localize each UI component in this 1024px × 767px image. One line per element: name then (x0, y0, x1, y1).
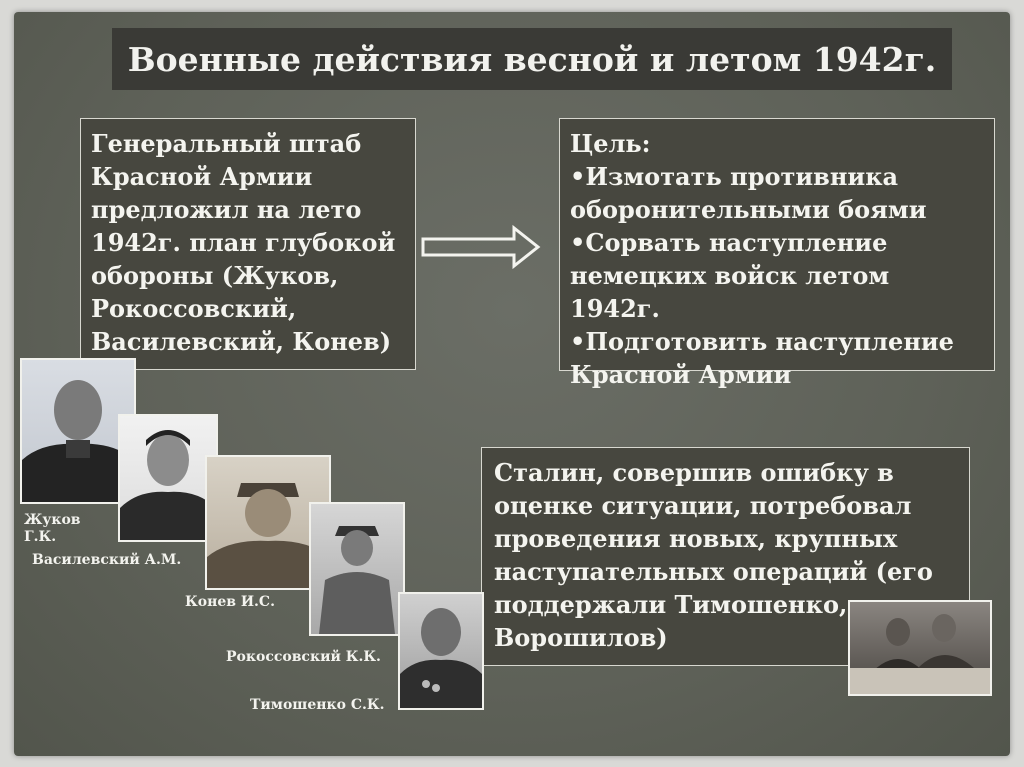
text-line: оборонительными боями (570, 195, 927, 224)
goals-box (559, 118, 995, 389)
text-line: Сталин, совершив ошибку в (494, 458, 894, 487)
text-line: Генеральный штаб (91, 129, 362, 158)
text-line: Ворошилов) (494, 623, 668, 652)
general-staff-plan-box (80, 118, 416, 370)
konev-caption: Конев И.С. (185, 594, 275, 610)
zhukov-caption (24, 512, 81, 546)
text-line: немецких войск летом 1942г. (570, 261, 890, 323)
vasilevsky-caption: Василевский А.М. (32, 552, 182, 568)
text-line: Василевский, Конев) (91, 327, 392, 356)
timoshenko-portrait (398, 592, 484, 710)
text-line: •Сорвать наступление (570, 228, 888, 257)
text-line: Красной Армии (570, 360, 792, 389)
slide-title (112, 28, 952, 90)
caption-line: Жуков (24, 512, 81, 528)
rokossovsky-caption: Рокоссовский К.К. (226, 649, 381, 665)
text-line: наступательных операций (его (494, 557, 933, 586)
text-line: Рокоссовский, (91, 294, 297, 323)
text-line: поддержали Тимошенко, (494, 590, 848, 619)
right-arrow-icon (420, 224, 542, 270)
text-line: •Подготовить наступление (570, 327, 954, 356)
slide-title-text: Военные действия весной и летом 1942г. (127, 39, 937, 79)
text-line: Красной Армии (91, 162, 313, 191)
text-line: проведения новых, крупных (494, 524, 898, 553)
caption-line: Г.К. (24, 529, 57, 545)
text-line: •Измотать противника (570, 162, 899, 191)
text-line: предложил на лето (91, 195, 362, 224)
text-line: Цель: (570, 129, 651, 158)
text-line: 1942г. план глубокой (91, 228, 396, 257)
stalin-meeting-photo (848, 600, 992, 696)
vasilevsky-portrait (118, 414, 218, 542)
text-line: оценке ситуации, потребовал (494, 491, 912, 520)
text-line: обороны (Жуков, (91, 261, 339, 290)
rokossovsky-portrait (309, 502, 405, 636)
timoshenko-caption: Тимошенко С.К. (250, 697, 385, 713)
